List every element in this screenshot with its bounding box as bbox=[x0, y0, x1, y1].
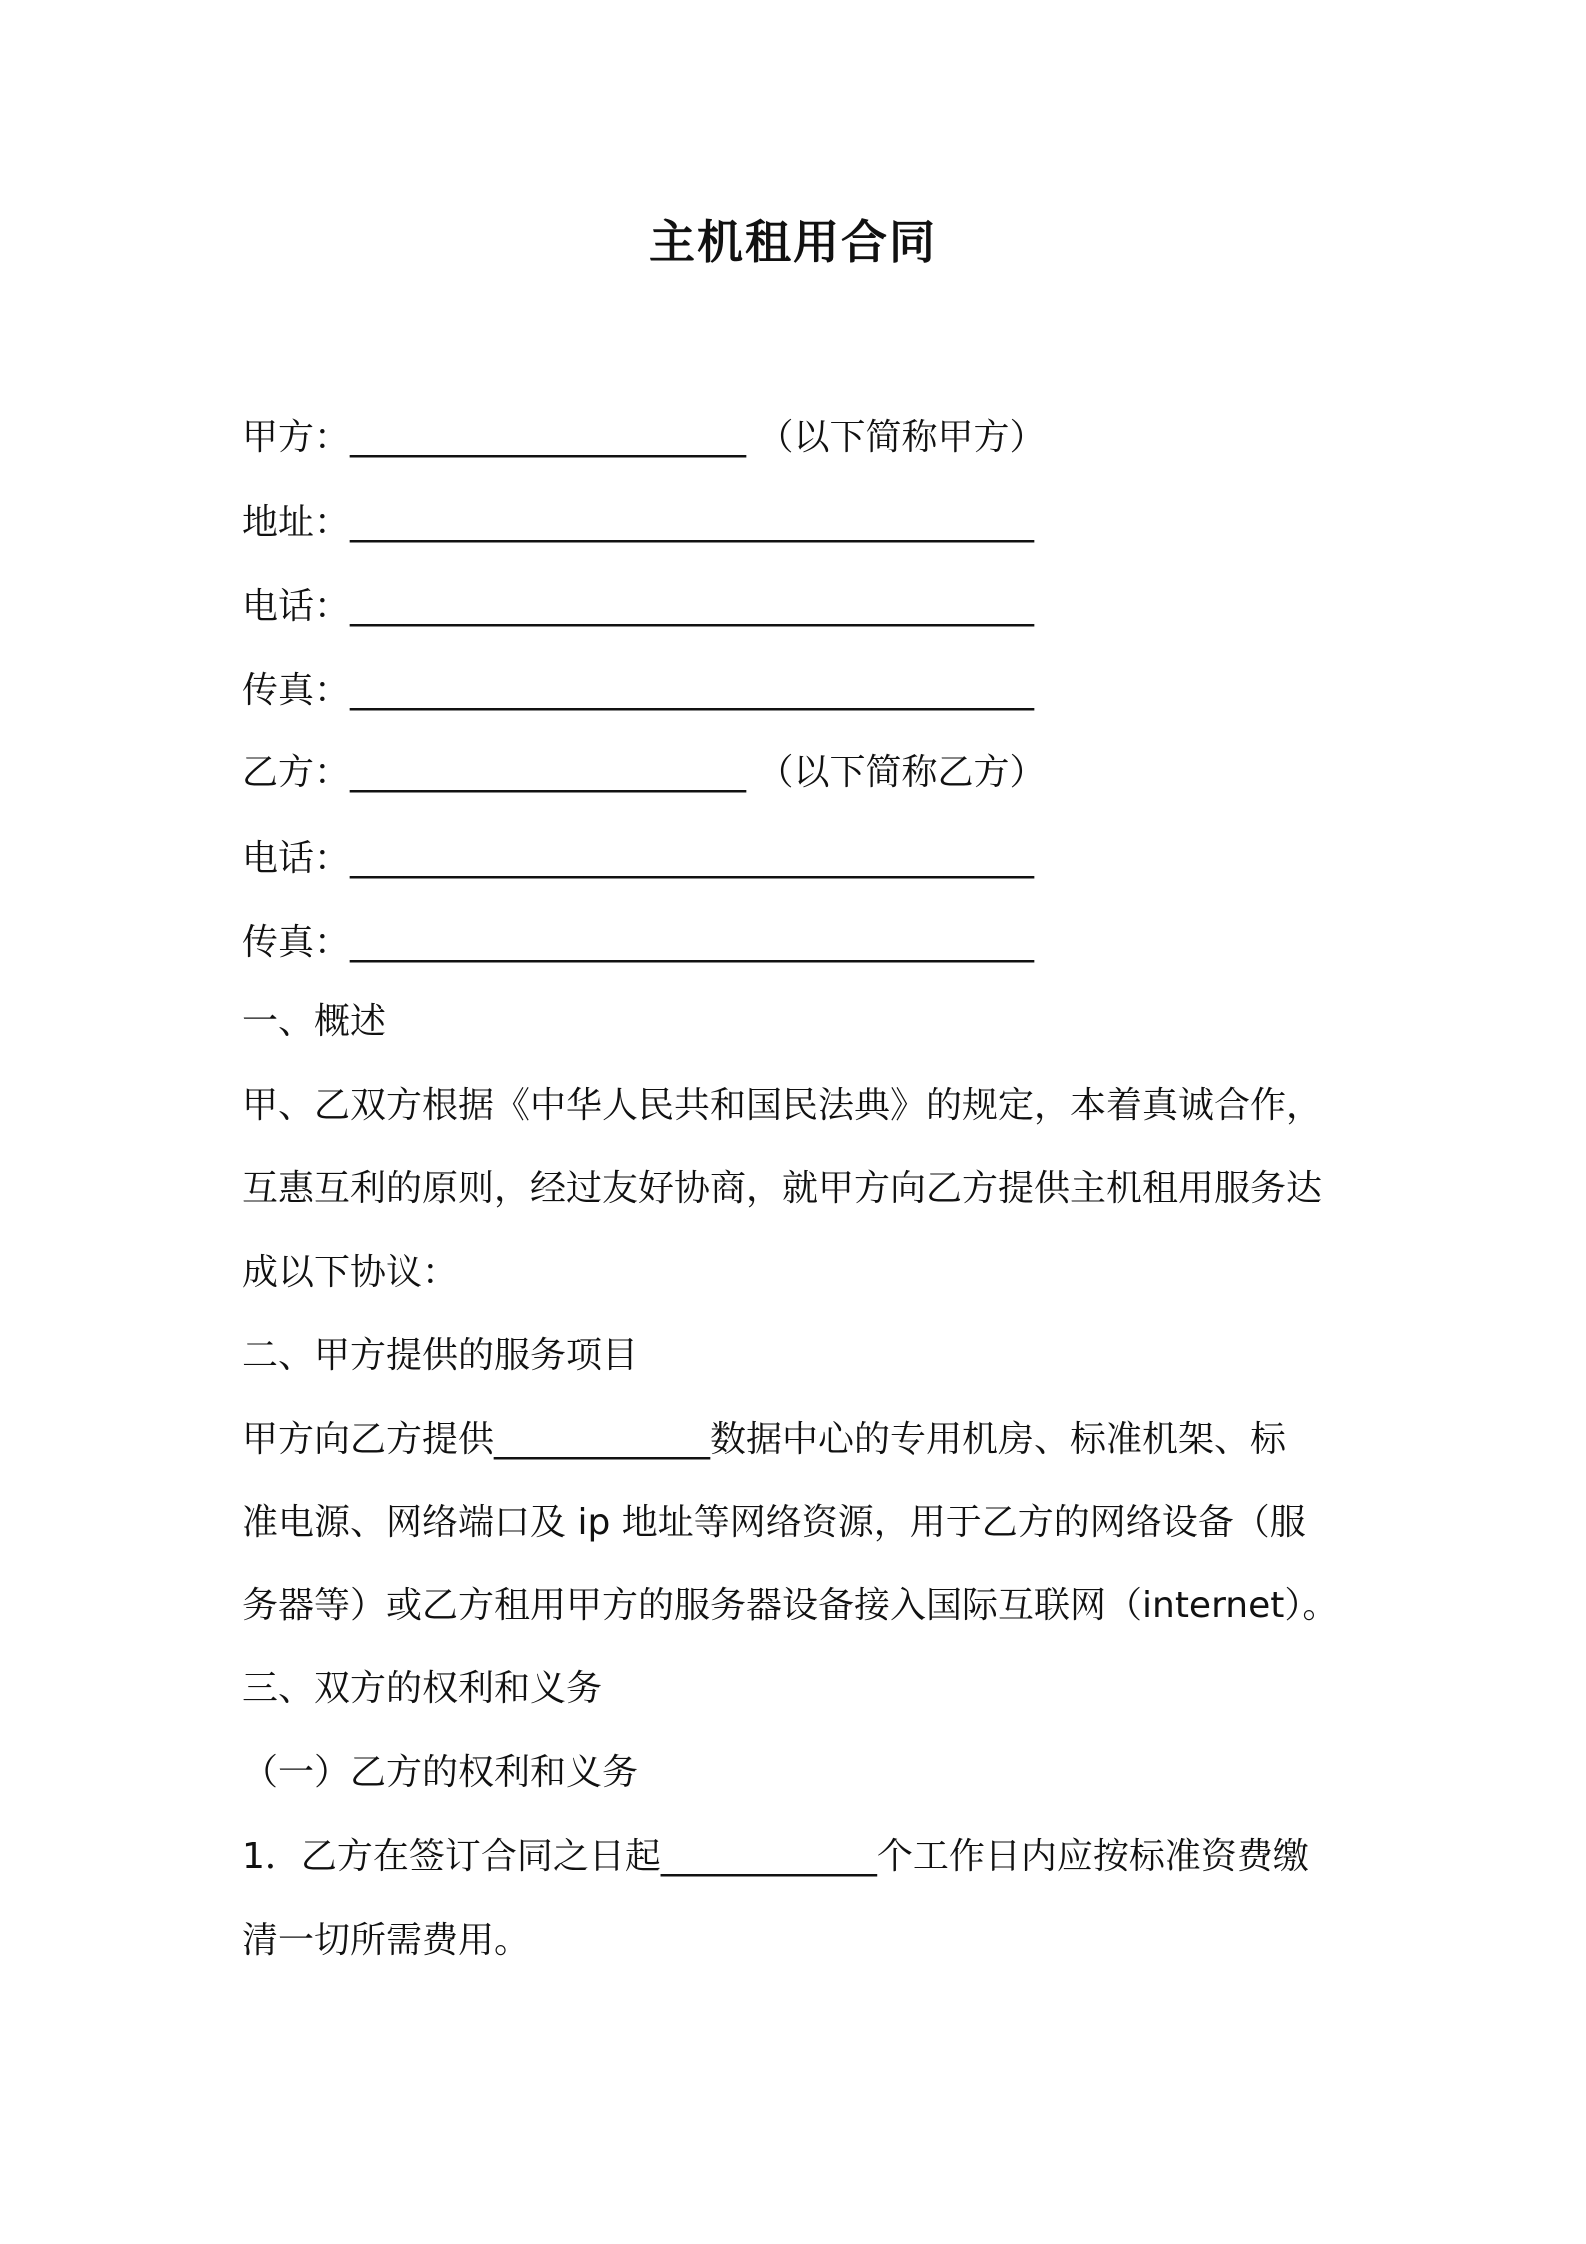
section3-sub-heading: （一）乙方的权利和义务 bbox=[242, 1752, 639, 1793]
section2-para-line: 甲方向乙方提供____________数据中心的专用机房、标准机架、标 bbox=[242, 1419, 1287, 1460]
party-a-phone-line: 电话：______________________________________ bbox=[242, 586, 1035, 627]
section3-heading: 三、双方的权利和义务 bbox=[242, 1668, 603, 1709]
section3-item1-line: 1．乙方在签订合同之日起____________个工作日内应按标准资费缴 bbox=[242, 1836, 1309, 1877]
section1-para-line: 互惠互利的原则，经过友好协商，就甲方向乙方提供主机租用服务达 bbox=[242, 1168, 1323, 1209]
document-title: 主机租用合同 bbox=[649, 215, 937, 269]
party-a-name-line: 甲方：______________________ （以下简称甲方） bbox=[242, 417, 1046, 458]
section1-para-line: 成以下协议： bbox=[242, 1252, 459, 1293]
party-a-address-line: 地址：______________________________________ bbox=[242, 502, 1035, 543]
party-b-fax-line: 传真：______________________________________ bbox=[242, 922, 1035, 963]
party-b-name-line: 乙方：______________________ （以下简称乙方） bbox=[242, 752, 1046, 793]
section2-para-line: 务器等）或乙方租用甲方的服务器设备接入国际互联网（internet）。 bbox=[242, 1585, 1339, 1626]
party-a-fax-line: 传真：______________________________________ bbox=[242, 670, 1035, 711]
section1-heading: 一、概述 bbox=[242, 1001, 387, 1042]
section2-para-line: 准电源、网络端口及 ip 地址等网络资源，用于乙方的网络设备（服 bbox=[242, 1502, 1306, 1543]
section1-para-line: 甲、乙双方根据《中华人民共和国民法典》的规定，本着真诚合作， bbox=[242, 1085, 1323, 1126]
section2-heading: 二、甲方提供的服务项目 bbox=[242, 1335, 639, 1376]
section3-item1-line: 清一切所需费用。 bbox=[242, 1920, 531, 1961]
party-b-phone-line: 电话：______________________________________ bbox=[242, 838, 1035, 879]
